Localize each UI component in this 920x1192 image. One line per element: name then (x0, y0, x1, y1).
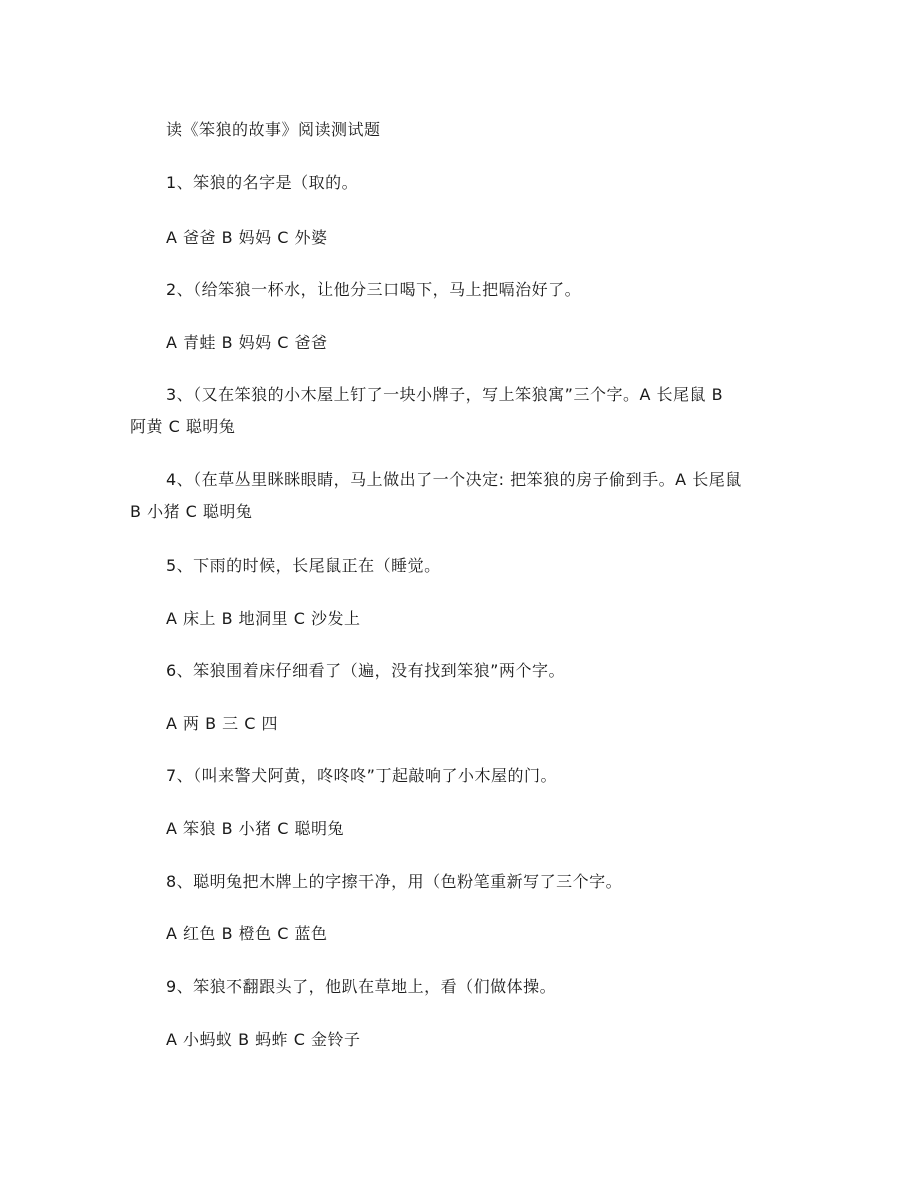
options-9: A 小蚂蚁 B 蚂蚱 C 金铃子 (166, 1030, 361, 1049)
question-9: 9、笨狼不翻跟头了，他趴在草地上，看（们做体操。 (166, 977, 557, 996)
document-title: 读《笨狼的故事》阅读测试题 (166, 120, 381, 139)
question-6: 6、笨狼围着床仔细看了（遍，没有找到笨狼”两个字。 (166, 661, 565, 680)
options-6: A 两 B 三 C 四 (166, 714, 279, 733)
options-1: A 爸爸 B 妈妈 C 外婆 (166, 228, 328, 247)
question-8: 8、聪明兔把木牌上的字擦干净，用（色粉笔重新写了三个字。 (166, 872, 623, 891)
options-8: A 红色 B 橙色 C 蓝色 (166, 924, 328, 943)
options-7: A 笨狼 B 小猪 C 聪明兔 (166, 819, 345, 838)
options-5: A 床上 B 地洞里 C 沙发上 (166, 609, 361, 628)
question-1: 1、笨狼的名字是（取的。 (166, 173, 359, 192)
options-2: A 青蛙 B 妈妈 C 爸爸 (166, 333, 328, 352)
question-2: 2、（给笨狼一杯水，让他分三口喝下，马上把嗝治好了。 (166, 280, 582, 299)
question-7: 7、（叫来警犬阿黄，咚咚咚”丁起敲响了小木屋的门。 (166, 766, 557, 785)
question-4: 4、（在草丛里眯眯眼睛，马上做出了一个决定: 把笨狼的房子偷到手。A 长尾鼠 B 小猪 C 聪明兔 (130, 470, 742, 521)
question-5: 5、下雨的时候，长尾鼠正在（睡觉。 (166, 556, 441, 575)
question-3: 3、（又在笨狼的小木屋上钉了一块小牌子，写上笨狼寓”三个字。A 长尾鼠 B 阿黄 C 聪明兔 (130, 385, 724, 436)
